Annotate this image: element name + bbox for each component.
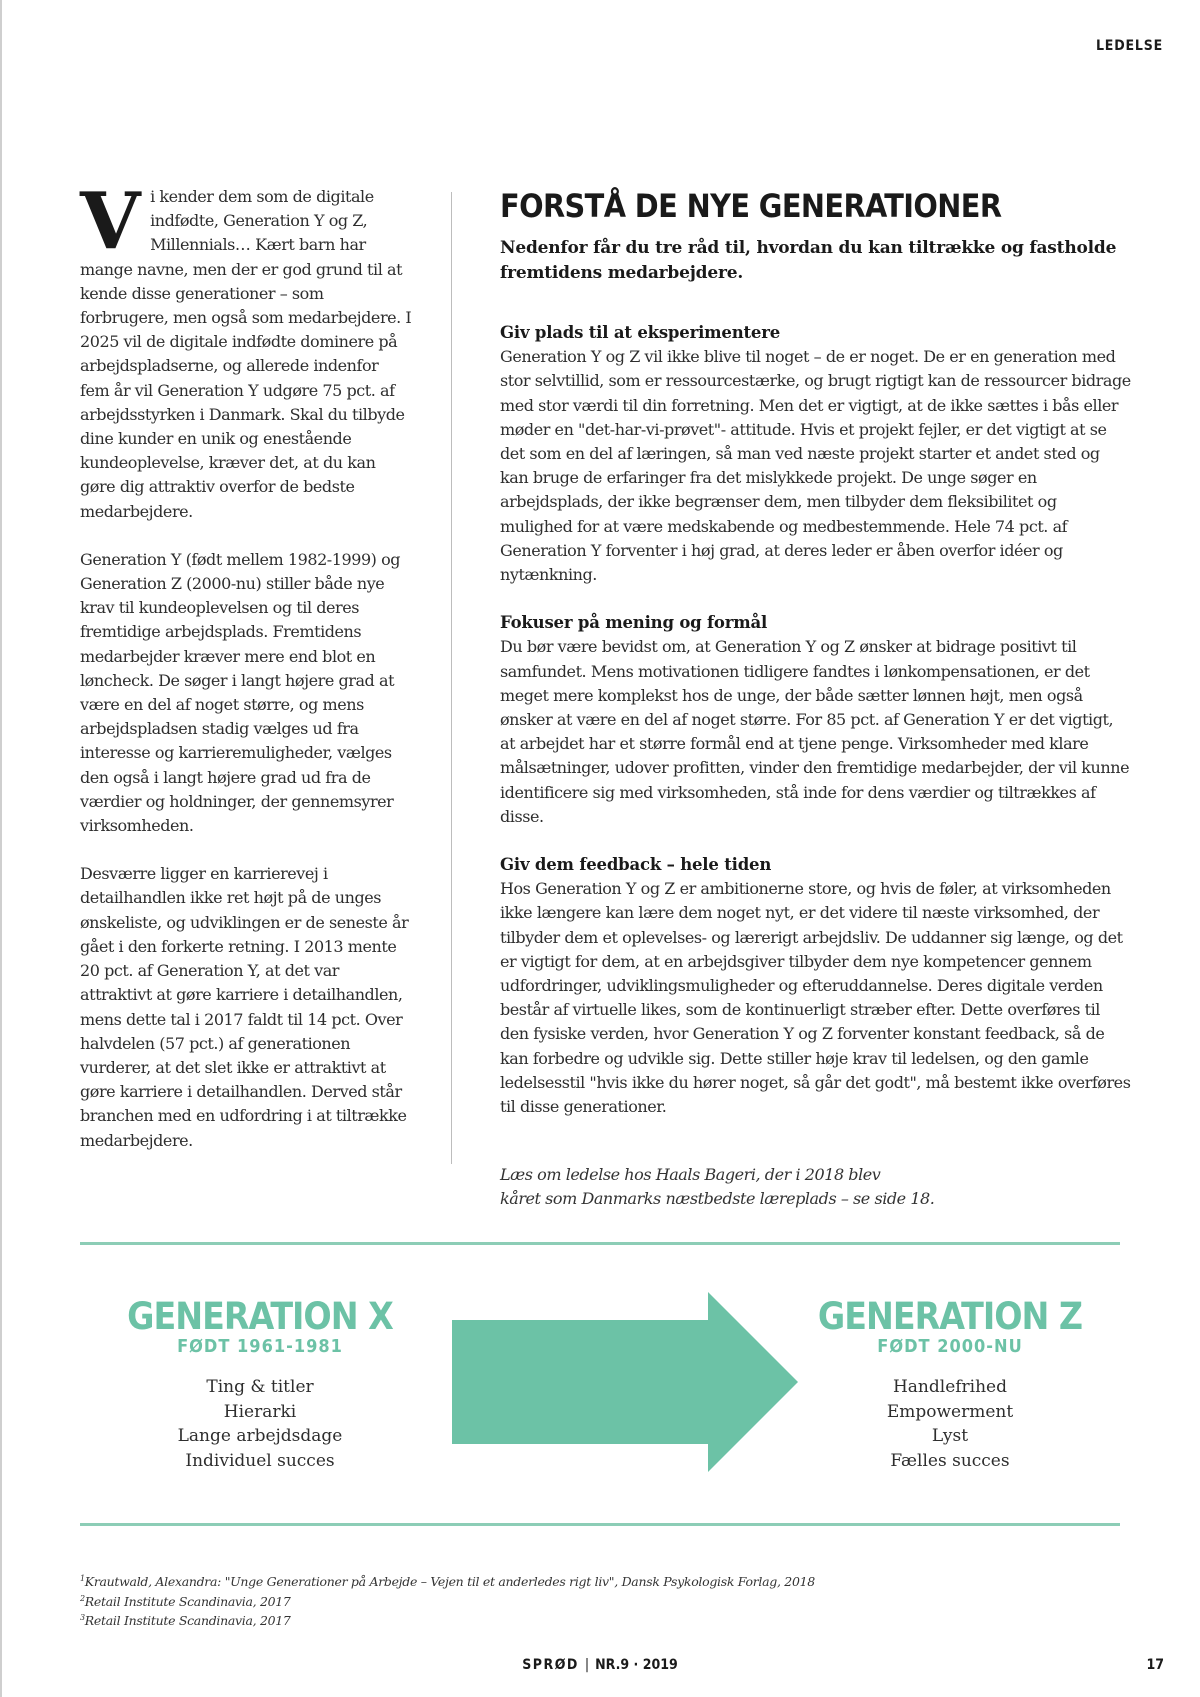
column-divider [451, 192, 452, 1164]
advice-section-2 [500, 611, 1132, 829]
paragraph-1 [80, 176, 412, 524]
footnote-number: 3 [80, 1613, 85, 1623]
paragraph-2: Generation Y (født mellem 1982-1999) og Generation Z (2000-nu) stiller både nye krav til kundeoplevelsen og til deres fremtidige arbejdsplads. Fremtidens medarbejder kræver mere end blot en løncheck. De søger i langt højere grad at være en del af noget større, og mens arbejdspladsen stadig vælges ud fra interesse og karrieremuligheder, vælges den også i langt højere grad ud fra de værdier og holdninger, der gennemsyrer virksomheden. [80, 549, 401, 836]
footnote-text: Retail Institute Scandinavia, 2017 [84, 1613, 291, 1629]
paragraph-1-text: i kender dem som de digitale indfødte, Generation Y og Z, Millennials… Kært barn har mange navne, men der er god grund til at kende disse generationer – som forbrugere, men også som medarbejdere. I 2025 vil de digitale indfødte dominere på arbejdspladserne, og allerede indenfor fem år vil Generation Y udgøre 75 pct. af arbejdsstyrken i Danmark. Skal du tilbyde dine kunder en unik og enestående kundeoplevelse, kræver det, at du kan gøre dig attraktiv overfor de bedste medarbejdere. [80, 187, 412, 521]
left-column [80, 176, 412, 1177]
comparison-top-rule [80, 1242, 1120, 1245]
footnote-text: Retail Institute Scandinavia, 2017 [84, 1593, 291, 1609]
magazine-brand: SPRØD [522, 1657, 579, 1673]
advice-title: Giv dem feedback – hele tiden [500, 855, 772, 875]
cross-reference-note: Læs om ledelse hos Haals Bageri, der i 2018 blev kåret som Danmarks næstbedste læreplads – se side 18. [500, 1165, 935, 1209]
trait-item: Handlefrihed [892, 1377, 1008, 1397]
advice-section-1 [500, 321, 1132, 587]
trait-item: Fælles succes [890, 1450, 1010, 1471]
advice-title: Giv plads til at eksperimentere [500, 323, 780, 342]
trait-item: Lange arbejdsdage [177, 1426, 343, 1446]
advice-body: Generation Y og Z vil ikke blive til noget – de er noget. De er en generation med stor selvtillid, som er ressourcestærke, og brugt rigtigt kan de ressourcer bidrage med stor værdi til din forretning. Men det er vigtigt, at de ikke sættes i bås eller møder en "det-har-vi-prøvet"- attitude. Hvis et projekt fejler, er det vigtigt at se det som en del af læringen, så man ved næste projekt starter et andet sted og kan bruge de erfaringer fra det mislykkede projekt. De unge søger en arbejdsplads, der ikke begrænser dem, men tilbyder dem fleksibilitet og mulighed for at være medskabende og medbestemmende. Hele 74 pct. af Generation Y forventer i høj grad, at deres leder er åben overfor idéer og nytænkning. [500, 347, 1131, 585]
footnote-text: Krautwald, Alexandra: "Unge Generationer på Arbejde – Vejen til et anderledes rigt liv", Dansk Psykologisk Forlag, 2018 [84, 1574, 815, 1590]
footnote [80, 1591, 815, 1611]
trait-item: Empowerment [886, 1401, 1014, 1422]
advice-body: Hos Generation Y og Z er ambitionerne store, og hvis de føler, at virksomheden ikke længere kan lære dem noget nyt, er det videre til næste virksomhed, der tilbyder dem et oplevelses- og lærerigt arbejdsliv. De uddanner sig længe, og det er vigtigt for dem, at en arbejdsgiver tilbyder dem nye kompetencer gennem udfordringer, udviklingsmuligheder og efteruddannelse. Deres digitale verden består af virtuelle likes, som de kontinuerligt stræber efter. Dette overføres til den fysiske verden, hvor Generation Y og Z forventer konstant feedback, så de kan forbedre og udvikle sig. Dette stiller høje krav til ledelsen, og den gamle ledelsesstil "hvis ikke du hører noget, så går det godt", må bestemt ikke overføres til disse generationer. [500, 879, 1131, 1117]
arrow-right-icon [452, 1292, 798, 1472]
footnote-number: 1 [80, 1574, 85, 1583]
trait-item: Individuel succes [185, 1450, 335, 1471]
drop-cap: V [80, 176, 141, 267]
section-label: LEDELSE [1095, 38, 1163, 54]
footnote [80, 1610, 815, 1630]
generation-z-born: FØDT 2000-NU [877, 1336, 1023, 1357]
footnotes [80, 1571, 815, 1630]
trait-item: Lyst [931, 1426, 969, 1446]
paragraph-3: Desværre ligger en karrierevej i detailhandlen ikke ret højt på de unges ønskeliste, og udviklingen er de seneste år gået i den forkerte retning. I 2013 mente 20 pct. af Generation Y, at det var attraktivt at gøre karriere i detailhandlen, mens dette tal i 2017 faldt til 14 pct. Over halvdelen (57 pct.) af generationen vurderer, at det slet ikke er attraktivt at gøre karriere i detailhandlen. Derved står branchen med en udfordring i at tiltrække medarbejdere. [80, 864, 409, 1150]
page-footer [0, 1657, 1200, 1673]
generation-x-title: GENERATION X [127, 1295, 393, 1338]
article-heading: FORSTÅ DE NYE GENERATIONER [500, 187, 1002, 225]
trait-item: Hierarki [223, 1401, 297, 1422]
generation-x-block [120, 1297, 400, 1473]
generation-x-traits [120, 1375, 400, 1473]
right-column [500, 188, 1132, 1211]
page-edge [0, 0, 2, 1697]
advice-section-3 [500, 853, 1132, 1119]
footer-separator: | [584, 1657, 590, 1673]
generation-z-traits [810, 1375, 1090, 1473]
generation-x-born: FØDT 1961-1981 [177, 1336, 343, 1357]
issue-info: NR.9 · 2019 [595, 1657, 678, 1673]
comparison-bottom-rule [80, 1523, 1120, 1526]
footnote [80, 1571, 815, 1591]
article-intro: Nedenfor får du tre råd til, hvordan du kan tiltrække og fastholde fremtidens medarbejdere. [500, 238, 1117, 283]
trait-item: Ting & titler [206, 1377, 314, 1397]
page-number: 17 [1146, 1657, 1164, 1673]
generation-z-block [810, 1297, 1090, 1473]
footnote-number: 2 [80, 1593, 85, 1603]
generation-z-title: GENERATION Z [817, 1295, 1083, 1338]
advice-body: Du bør være bevidst om, at Generation Y og Z ønsker at bidrage positivt til samfundet. Mens motivationen tidligere fandtes i lønkompensationen, er det meget mere komplekst hos de unge, der både sætter lønnen højt, men også ønsker at være en del af noget større. For 85 pct. af Generation Y er det vigtigt, at arbejdet har et større formål end at tjene penge. Virksomheder med klare målsætninger, udover profitten, vinder den fremtidige medarbejder, der vil kunne identificere sig med virksomheden, stå inde for dens værdier og tiltrækkes af disse. [500, 637, 1130, 826]
advice-title: Fokuser på mening og formål [500, 613, 768, 633]
